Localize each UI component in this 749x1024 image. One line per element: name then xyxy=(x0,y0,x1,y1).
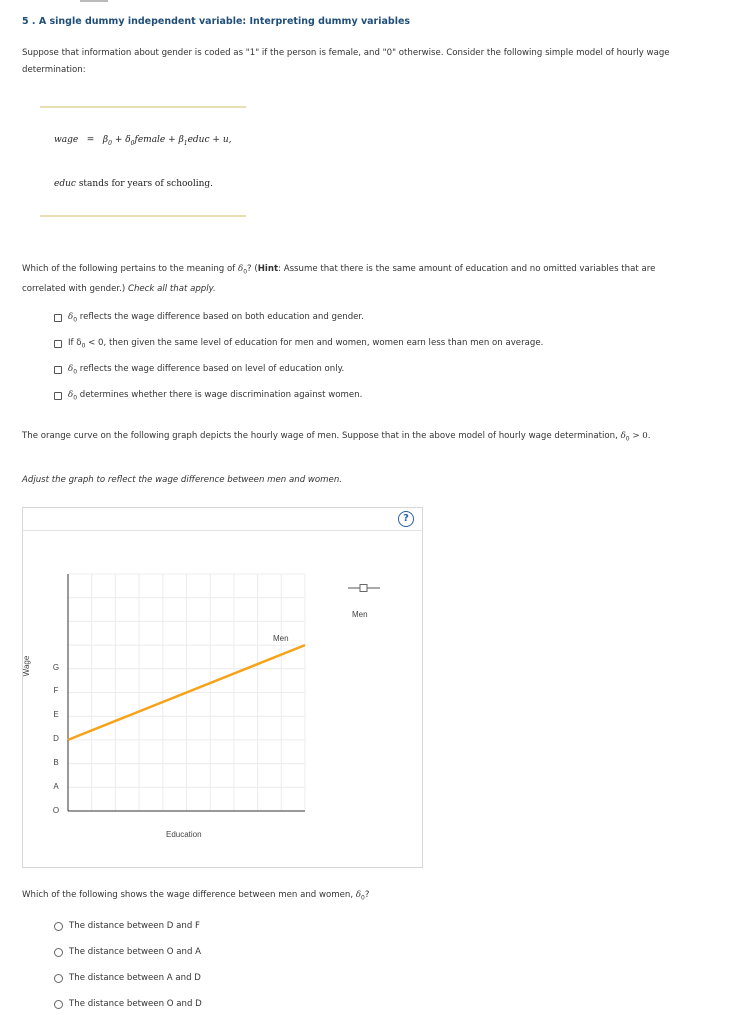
y-tick-A: A xyxy=(53,782,59,791)
part1-prompt-line2-text: correlated with gender.) xyxy=(22,283,126,294)
part2-instruction: Adjust the graph to reflect the wage difference between men and women. xyxy=(22,475,343,485)
part3-prompt xyxy=(22,887,369,907)
option-text: determines whether there is wage discrimination against women. xyxy=(77,390,363,400)
radio-button[interactable] xyxy=(54,948,63,957)
part1-delta-sub: 0 xyxy=(243,268,248,276)
educ-word: educ xyxy=(54,179,76,189)
eq-wage: wage xyxy=(54,135,79,145)
legend-label: Men xyxy=(352,610,368,619)
y-tick-E: E xyxy=(53,710,59,719)
y-axis-label: Wage xyxy=(22,655,31,677)
option-prefix: δ xyxy=(68,312,74,322)
option-sub: 0 xyxy=(81,342,86,350)
option-sub: 0 xyxy=(73,368,78,376)
part2-delta-sub: 0 xyxy=(625,435,630,443)
option-sub: 0 xyxy=(73,394,78,402)
y-tick-O: O xyxy=(52,806,60,815)
eq-beta0-sub: 0 xyxy=(108,139,112,147)
option-text: reflects the wage difference based on both education and gender. xyxy=(77,312,364,322)
radio-option-label: The distance between A and D xyxy=(69,973,201,983)
hint-label: Hint xyxy=(257,264,279,274)
part3-delta: δ xyxy=(355,890,362,900)
eq-plus-2: + xyxy=(168,135,176,145)
eq-plus-3: + xyxy=(212,135,220,145)
option-sub: 0 xyxy=(73,316,78,324)
question-title: 5 . A single dummy independent variable: Interpreting dummy variables xyxy=(22,16,411,27)
hint-text: : Assume that there is the same amount of education and no omitted variables that are xyxy=(278,264,656,274)
eq-delta0-sub: 0 xyxy=(130,139,135,147)
radio-option-2[interactable] xyxy=(54,947,201,957)
part1-q: ? ( xyxy=(247,264,258,274)
radio-option-3[interactable] xyxy=(54,973,201,983)
eq-beta1-sub: 1 xyxy=(183,139,188,147)
radio-option-label: The distance between D and F xyxy=(69,921,200,931)
eq-delta0: δ xyxy=(125,135,131,145)
eq-u: u, xyxy=(222,135,232,145)
eq-educ: educ xyxy=(187,135,210,145)
help-button[interactable]: ? xyxy=(398,511,414,527)
curve-label-men: Men xyxy=(273,634,289,643)
eq-plus-1: + xyxy=(114,135,123,145)
radio-button[interactable] xyxy=(54,974,63,983)
part1-prompt-text: Which of the following pertains to the meaning of xyxy=(22,264,236,274)
y-tick-B: B xyxy=(53,758,59,767)
part3-q: ? xyxy=(364,890,370,900)
part2-statement-text: The orange curve on the following graph depicts the hourly wage of men. Suppose that in the above model of hourly wage determination, xyxy=(22,431,618,441)
option-prefix: δ xyxy=(68,390,74,400)
radio-button[interactable] xyxy=(54,1000,63,1009)
part1-delta: δ xyxy=(238,264,244,274)
part2-delta: δ xyxy=(620,431,626,441)
option-text: reflects the wage difference based on level of education only. xyxy=(77,364,345,374)
legend-marker-icon[interactable] xyxy=(360,585,367,592)
radio-option-label: The distance between O and A xyxy=(69,947,202,957)
eq-equals: = xyxy=(86,135,95,145)
part2-cond: > 0. xyxy=(629,431,651,441)
intro-line-2: determination: xyxy=(22,65,86,75)
radio-button[interactable] xyxy=(54,922,63,931)
eq-beta1: β xyxy=(178,135,184,145)
y-tick-F: F xyxy=(53,686,59,695)
radio-option-1[interactable] xyxy=(54,921,200,931)
eq-female: female xyxy=(134,135,166,145)
eq-beta0: β xyxy=(102,135,109,145)
option-text: < 0, then given the same level of education for men and women, women earn less than men on average. xyxy=(85,338,544,348)
radio-option-label: The distance between O and D xyxy=(69,999,202,1009)
y-tick-D: D xyxy=(53,734,59,743)
option-prefix: If δ xyxy=(68,338,82,348)
x-axis-label: Education xyxy=(166,830,202,839)
intro-line-1: Suppose that information about gender is coded as "1" if the person is female, and "0" otherwise. Consider the following simple model of hourly wage xyxy=(22,48,670,58)
option-prefix: δ xyxy=(68,364,74,374)
radio-option-4[interactable] xyxy=(54,999,202,1009)
check-all-note: Check all that apply. xyxy=(127,283,216,294)
part3-prompt-text: Which of the following shows the wage difference between men and women, xyxy=(22,890,354,900)
part3-delta-sub: 0 xyxy=(361,894,365,902)
educ-note-text: stands for years of schooling. xyxy=(78,179,213,189)
y-tick-G: G xyxy=(52,663,60,672)
